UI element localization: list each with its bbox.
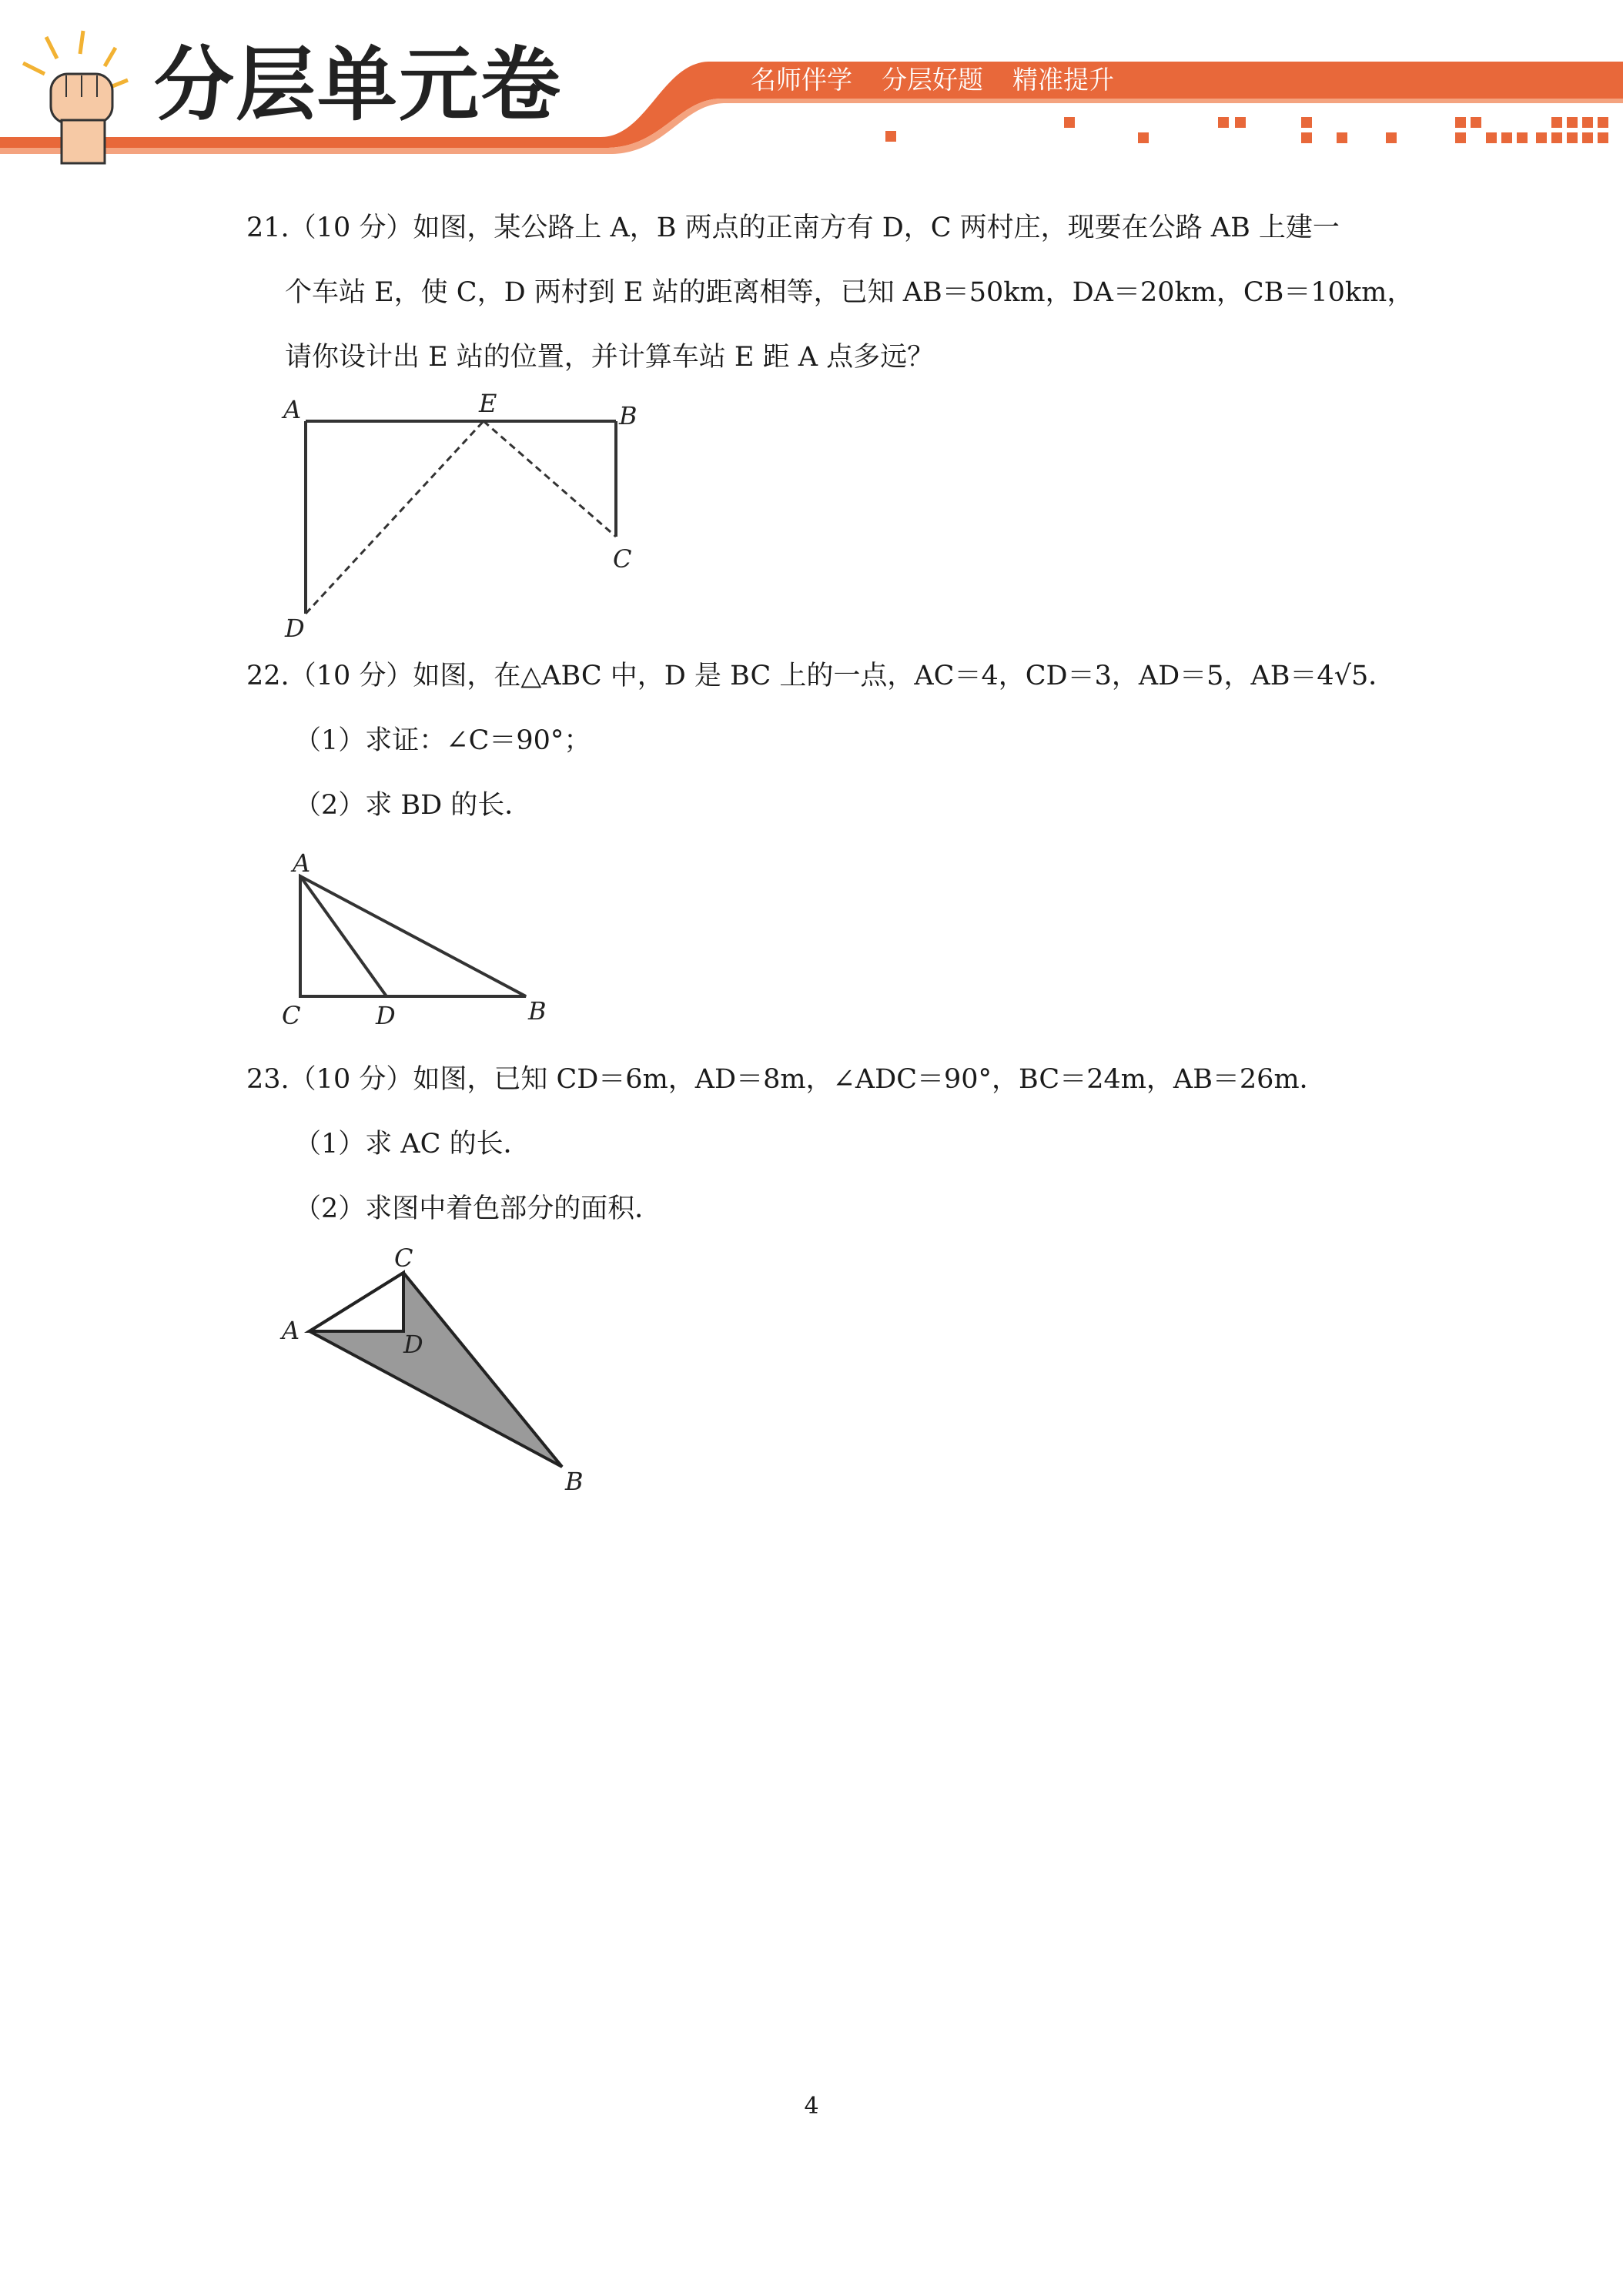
question-number: 21. bbox=[246, 213, 289, 243]
label-D: D bbox=[285, 614, 305, 643]
question-23-part-1: （1）求 AC 的长． bbox=[294, 1129, 530, 1160]
question-number: 23. bbox=[246, 1064, 289, 1095]
slogan-1: 名师伴学 bbox=[751, 65, 852, 95]
brand-title: 分层单元卷 bbox=[154, 38, 563, 132]
question-21-line-3: 请你设计出 E 站的位置，并计算车站 E 距 A 点多远？ bbox=[285, 342, 935, 373]
label-E: E bbox=[479, 389, 497, 418]
question-score: （10 分） bbox=[289, 661, 413, 691]
slogan-3: 精准提升 bbox=[1012, 65, 1114, 95]
header-slogan bbox=[751, 60, 1367, 96]
figure-22 bbox=[277, 845, 562, 1027]
question-23-part-2: （2）求图中着色部分的面积． bbox=[294, 1193, 662, 1224]
question-text: 如图，已知 CD＝6m，AD＝8m，∠ADC＝90°，BC＝24m，AB＝26m． bbox=[413, 1064, 1327, 1095]
label-C: C bbox=[613, 544, 632, 574]
question-number: 22. bbox=[246, 661, 289, 691]
label-D: D bbox=[403, 1330, 423, 1359]
question-22-part-1: （1）求证：∠C＝90°； bbox=[294, 725, 591, 756]
question-score: （10 分） bbox=[289, 1064, 413, 1095]
question-text: 如图，在△ABC 中，D 是 BC 上的一点，AC＝4，CD＝3，AD＝5，AB＝4√5． bbox=[413, 661, 1396, 691]
question-score: （10 分） bbox=[289, 213, 413, 243]
figure-21 bbox=[277, 389, 654, 643]
page-header bbox=[0, 0, 1623, 177]
question-23 bbox=[246, 1047, 1401, 1241]
label-C: C bbox=[394, 1243, 413, 1273]
label-A: A bbox=[293, 848, 311, 878]
slogan-2: 分层好题 bbox=[882, 65, 983, 95]
question-21-line-1 bbox=[246, 196, 1401, 260]
question-22 bbox=[246, 644, 1401, 838]
question-21 bbox=[246, 196, 1414, 390]
pixel-decoration bbox=[885, 117, 1608, 143]
question-text: 如图，某公路上 A，B 两点的正南方有 D，C 两村庄，现要在公路 AB 上建一 bbox=[413, 213, 1340, 243]
label-B: B bbox=[619, 401, 637, 430]
label-C: C bbox=[282, 1001, 301, 1027]
label-A: A bbox=[283, 395, 302, 424]
label-A: A bbox=[282, 1316, 300, 1345]
label-B: B bbox=[528, 996, 547, 1026]
page-number: 4 bbox=[804, 2093, 819, 2120]
question-22-part-2: （2）求 BD 的长． bbox=[294, 790, 532, 821]
question-21-line-2: 个车站 E，使 C，D 两村到 E 站的距离相等，已知 AB＝50km，DA＝20km，CB＝10km， bbox=[285, 277, 1414, 308]
question-23-line-1 bbox=[246, 1047, 1401, 1112]
label-D: D bbox=[376, 1001, 396, 1027]
figure-23 bbox=[277, 1236, 601, 1498]
question-22-line-1 bbox=[246, 644, 1401, 708]
label-B: B bbox=[565, 1467, 584, 1496]
